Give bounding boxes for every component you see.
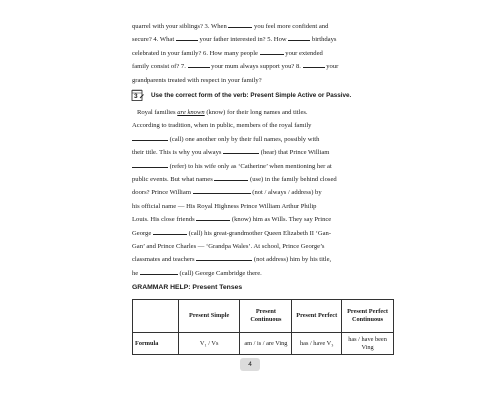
text-segment: (not / always / address) by xyxy=(250,189,322,197)
grammar-help-title: GRAMMAR HELP: Present Tenses xyxy=(132,284,243,291)
text-line xyxy=(132,267,394,280)
text-segment: quarrel with your siblings? 3. When xyxy=(132,23,229,30)
text-line xyxy=(132,33,394,46)
text-line xyxy=(132,240,394,253)
text-segment: you feel more confident and xyxy=(252,23,329,30)
page-number: 4 xyxy=(240,358,260,371)
text-segment: Royal families xyxy=(136,109,178,116)
text-line xyxy=(132,133,394,146)
table-cell: has / have V₃ xyxy=(292,333,342,355)
text-segment: Louis. His close friends xyxy=(132,216,197,224)
text-line xyxy=(132,186,394,199)
text-line xyxy=(132,213,394,226)
text-segment: your extended xyxy=(283,49,323,57)
answer-blank[interactable] xyxy=(176,33,198,41)
answer-blank[interactable] xyxy=(132,133,168,141)
answer-blank[interactable] xyxy=(188,60,210,68)
answer-blank[interactable] xyxy=(140,267,178,275)
table-header-cell xyxy=(133,300,179,333)
text-line xyxy=(132,160,394,173)
text-segment: he xyxy=(132,269,140,277)
table-header-cell: Present Perfect xyxy=(292,300,342,333)
text-segment: your mum always support you? 8. xyxy=(209,63,303,71)
exercise-instruction: Use the correct form of the verb: Present Simple Active or Passive. xyxy=(151,92,352,99)
text-segment: (refer) to his wife only as ‘Catherine’ when mentioning her at xyxy=(168,162,332,170)
table-header-cell: Present Continuous xyxy=(240,300,292,333)
text-segment: their title. This is why you always xyxy=(132,149,224,157)
example-answer: are known xyxy=(177,109,205,116)
text-line xyxy=(132,200,394,213)
answer-blank[interactable] xyxy=(260,47,284,55)
text-line xyxy=(132,47,394,60)
text-segment: grandparents treated with respect in your family? xyxy=(132,76,262,84)
answer-blank[interactable] xyxy=(303,60,325,68)
text-line xyxy=(132,60,394,73)
text-segment: secure? 4. What xyxy=(132,36,176,44)
exercise-number: 3 xyxy=(134,93,138,100)
text-line xyxy=(132,74,394,87)
answer-blank[interactable] xyxy=(132,160,168,168)
text-segment: (know) for their long names and titles. xyxy=(204,109,308,116)
table-cell: V₁ / Vs xyxy=(178,333,240,355)
text-line xyxy=(132,173,394,186)
table-header-cell: Present Simple xyxy=(178,300,240,333)
answer-blank[interactable] xyxy=(193,186,251,194)
exercise-paragraph xyxy=(132,106,394,280)
answer-blank[interactable] xyxy=(153,227,187,235)
text-segment: birthdays xyxy=(310,36,337,44)
questions-paragraph xyxy=(132,20,394,87)
answer-blank[interactable] xyxy=(214,173,248,181)
table-row xyxy=(133,333,394,355)
table-row-label: Formula xyxy=(133,333,179,355)
text-segment: (use) in the family behind closed xyxy=(248,176,337,184)
text-segment: (call) George Cambridge there. xyxy=(177,269,262,277)
text-line xyxy=(132,106,394,119)
table-header-row xyxy=(133,300,394,333)
text-segment: celebrated in your family? 6. How many people xyxy=(132,49,260,57)
text-line xyxy=(132,253,394,266)
text-segment: According to tradition, when in public, members of the royal family xyxy=(132,122,312,130)
text-segment: public events. But what names xyxy=(132,176,215,184)
table-header-cell: Present Perfect Continuous xyxy=(342,300,394,333)
answer-blank[interactable] xyxy=(288,33,310,41)
text-line xyxy=(132,20,394,33)
text-segment: Gan’ and Prince Charles — ‘Grandpa Wales’. At school, Prince George’s xyxy=(132,243,325,251)
answer-blank[interactable] xyxy=(228,20,252,28)
text-segment: doors? Prince William xyxy=(132,189,193,197)
exercise-heading xyxy=(131,89,401,105)
text-segment: your xyxy=(324,63,339,71)
present-tenses-table xyxy=(132,299,394,355)
text-line xyxy=(132,146,394,159)
table-cell: am / is / are Ving xyxy=(240,333,292,355)
answer-blank[interactable] xyxy=(196,213,230,221)
text-segment: his official name — His Royal Highness Prince William Arthur Philip xyxy=(132,202,317,210)
text-segment: classmates and teachers xyxy=(132,256,197,264)
text-segment: (know) him as Wills. They say Prince xyxy=(230,216,332,224)
answer-blank[interactable] xyxy=(196,253,252,261)
text-segment: (hear) that Prince William xyxy=(259,149,330,157)
text-segment: George xyxy=(132,229,153,237)
text-line xyxy=(132,119,394,132)
text-segment: your father interested in? 5. How xyxy=(197,36,289,44)
text-segment: (call) his great-grandmother Queen Elizabeth II ‘Gan- xyxy=(186,229,332,237)
table-cell: has / have been Ving xyxy=(342,333,394,355)
text-segment: (not address) him by his title, xyxy=(252,256,332,264)
answer-blank[interactable] xyxy=(223,146,259,154)
text-segment: family consist of? 7. xyxy=(132,63,188,71)
text-segment: (call) one another only by their full names, possibly with xyxy=(168,135,320,143)
text-line xyxy=(132,227,394,240)
